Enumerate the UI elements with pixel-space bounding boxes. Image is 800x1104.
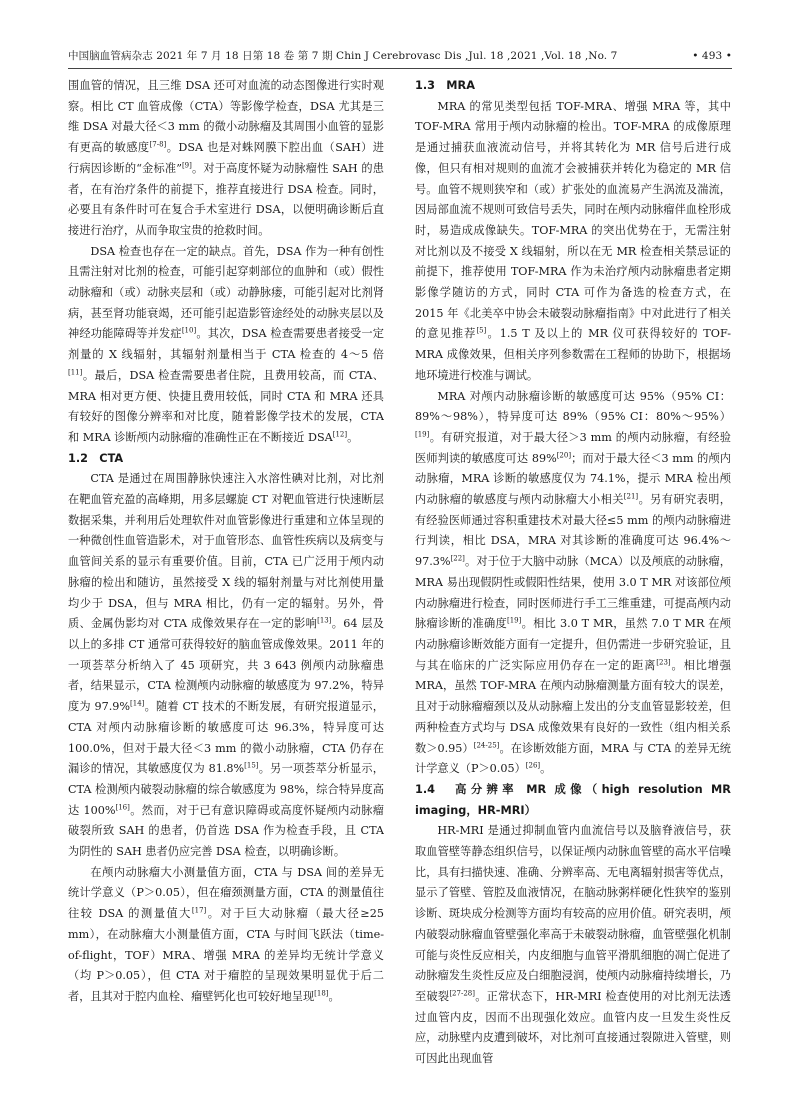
text-run: 。DSA 也是对蛛网膜下腔出血（SAH）进行病因诊断的“金标准” (68, 141, 384, 175)
text-run: 。在诊断效能方面，MRA 与 CTA 的差异无统计学意义（P＞0.05） (415, 741, 731, 776)
text-run: 。对于高度怀疑为动脉瘤性 SAH 的患者，在有治疗条件的前提下，推荐直接进行 DSA 检查。同时，必要且有条件时可在复合手术室进行 DSA，以便明确诊断后直接进行治疗，从而争取宝贵的抢救时间。 (68, 161, 384, 237)
citation-ref: [13] (317, 616, 332, 625)
body-paragraph (68, 863, 384, 1008)
text-run: 。1.5 T 及以上的 MR 仪可获得较好的 TOF-MRA 成像效果，但相关序列参数需在工程师的协助下，根据场地环境进行校准与调试。 (415, 327, 731, 382)
body-paragraph (415, 387, 731, 780)
citation-ref: [15] (244, 761, 259, 770)
citation-ref: [10] (181, 326, 197, 335)
citation-ref: [12] (332, 430, 348, 439)
citation-ref: [18] (314, 989, 329, 998)
citation-ref: [26] (525, 761, 541, 770)
text-run: CTA 是通过在周围静脉快速注入水溶性碘对比剂，对比剂在靶血管充盈的高峰期，用多层螺旋 CT 对靶血管进行快速断层数据采集，并利用后处理软件对血管影像进行重建和立体呈现的一种微创性血管造影术，对于血管形态、血管性疾病以及病变与血管间关系的显示有重要价值。目前，CTA 已广泛用于颅内动脉瘤的检出和随访，虽然接受 X 线的辐射剂量与对比剂使用量均少于 DSA，但与 MRA 相比，仍有一定的辐射。另外，骨质、金属伪影均对 CTA 成像效果存在一定的影响 (68, 472, 384, 631)
citation-ref: [16] (115, 802, 130, 811)
section-heading: 1.4 高分辨率 MR 成像（high resolution MR imaging，HR-MRI） (415, 782, 731, 817)
citation-ref: [14] (130, 699, 145, 708)
text-run: 。正常状态下，HR-MRI 检查使用的对比剂无法透过血管内皮，因而不出现强化效应。血管内皮一旦发生炎性反应，动脉壁内皮遭到破坏，对比剂可直接通过裂隙进入管壁，则可因此出现血管 (415, 989, 731, 1066)
text-run: DSA 检查也存在一定的缺点。首先，DSA 作为一种有创性且需注射对比剂的检查，可能引起穿刺部位的血肿和（或）假性动脉瘤和（或）动脉夹层和（或）动静脉瘘，可能引起对比剂肾病，甚至肾功能衰竭，还可能引起造影管途经处的动脉夹层以及神经功能障碍等并发症 (68, 244, 384, 341)
text-run: MRA 的常见类型包括 TOF-MRA、增强 MRA 等，其中 TOF-MRA 常用于颅内动脉瘤的检出。TOF-MRA 的成像原理是通过捕获血液流动信号，并将其转化为 MR 信号后进行成像，但只有相对规则的血流才会被捕获并转化为稳定的 MR 信号。血管不规则狭窄和（或）扩张处的血流易产生涡流及湍流，因局部血流不规则可致信号丢失，同时在颅内动脉瘤伴血栓形成时，易造成成像缺失。TOF-MRA 的突出优势在于，无需注射对比剂以及不接受 X 线辐射，所以在无 MR 检查相关禁忌证的前提下，推荐使用 TOF-MRA 作为未治疗颅内动脉瘤患者定期影像学随访的方式，同时 CTA 可作为备选的检查方式，在 2015 年《北美卒中协会未破裂动脉瘤指南》中对此进行了相关的意见推荐 (415, 99, 731, 341)
body-paragraph (415, 97, 731, 387)
section-heading: 1.2 CTA (68, 451, 124, 465)
citation-ref: [21] (623, 492, 639, 501)
citation-ref: [5] (476, 326, 487, 335)
citation-ref: [23] (656, 657, 671, 666)
right-column (415, 76, 731, 1092)
citation-ref: [20] (556, 450, 572, 459)
text-run: 围血管的情况，且三维 DSA 还可对血流的动态图像进行实时观察。相比 CT 血管成像（CTA）等影像学检查，DSA 尤其是三维 DSA 对最大径＜3 mm 的微小动脉瘤及其周围小血管的显影有更高的敏感度 (68, 79, 384, 155)
text-run: 。对于位于大脑中动脉（MCA）以及颅底的动脉瘤，MRA 易出现假阴性或假阳性结果，使用 3.0 T MR 对该部位颅内动脉瘤进行检查，同时医师进行手工三维重建，可提高颅内动脉瘤诊断的准确度 (415, 555, 731, 631)
text-run: 。 (347, 430, 359, 444)
citation-ref: [9] (181, 161, 192, 170)
section-heading: 1.3 MRA (415, 79, 475, 92)
citation-ref: [22] (450, 554, 465, 563)
text-run: 。随着 CT 技术的不断发展，有研究报道显示，CTA 对颅内动脉瘤诊断的敏感度可达 96.3%，特异度可达 100.0%，但对于最大径＜3 mm 的微小动脉瘤，CTA 仍存在漏诊的情况，其敏感度仅为 81.8% (68, 700, 384, 776)
citation-ref: [19] (415, 430, 430, 439)
text-run: 。其次，DSA 检查需要患者接受一定剂量的 X 线辐射，其辐射剂量相当于 CTA 检查的 4～5 倍 (68, 327, 384, 362)
text-run: MRA 对颅内动脉瘤诊断的敏感度可达 95%（95% CI：89%～98%），特异度可达 89%（95% CI：80%～95%） (415, 389, 731, 424)
text-run: 。有研究报道，对于最大径＞3 mm 的颅内动脉瘤，有经验医师判读的敏感度可达 89% (415, 430, 731, 465)
body-paragraph (415, 821, 731, 1069)
text-run: 。最后，DSA 检查需要患者住院，且费用较高，而 CTA、MRA 相对更方便、快捷且费用较低，同时 CTA 和 MRA 还具有较好的图像分辨率和对比度，随着影像学技术的发展，CTA 和 MRA 诊断颅内动脉瘤的准确性正在不断接近 DSA (68, 368, 384, 444)
citation-ref: [7-8] (149, 140, 167, 149)
citation-ref: [27-28] (449, 989, 475, 998)
text-run: HR-MRI 是通过抑制血管内血流信号以及脑脊液信号，获取血管壁等静态组织信号，以保证颅内动脉血管壁的高水平信噪比，具有扫描快速、准确、分辨率高、无电离辐射损害等优点，显示了管壁、管腔及血液情况，在脑动脉粥样硬化性狭窄的鉴别诊断、斑块成分检测等方面均有较高的应用价值。研究表明，颅内破裂动脉瘤血管壁强化率高于未破裂动脉瘤，血管壁强化机制可能与炎性反应相关，内皮细胞与血管平滑肌细胞的凋亡促进了动脉瘤发生炎性反应及白细胞浸润，使颅内动脉瘤持续增长，乃至破裂 (415, 824, 731, 1003)
text-run: 。相比增强 MRA，虽然 TOF-MRA 在颅内动脉瘤测量方面有较大的误差，且对于动脉瘤瘤颈以及从动脉瘤上发出的分支血管显影较差，但两种检查方式均与 DSA 成像效果有良好的一致性（组内相关系数＞0.95） (415, 658, 731, 755)
text-run: 。 (328, 989, 340, 1003)
text-run: 在颅内动脉瘤大小测量值方面，CTA 与 DSA 间的差异无统计学意义（P＞0.05），但在瘤颈测量方面，CTA 的测量值往往较 DSA 的测量值大 (68, 865, 384, 921)
body-paragraph (68, 76, 384, 242)
text-run: 。另有研究表明，有经验医师通过容积重建技术对最大径≤5 mm 的颅内动脉瘤进行判读，相比 DSA，MRA 对其诊断的准确度可达 96.4%～97.3% (415, 493, 731, 569)
text-run: 。对于巨大动脉瘤（最大径≥25 mm），在动脉瘤大小测量值方面，CTA 与时间飞跃法（time-of-flight，TOF）MRA、增强 MRA 的差异均无统计学意义（均 P＞0.05），但 CTA 对于瘤腔的呈现效果明显优于后二者，且其对于腔内血栓、瘤壁钙化也可较好地呈现 (68, 907, 384, 1003)
body-paragraph (68, 242, 384, 449)
text-run: ；而对于最大径＜3 mm 的颅内动脉瘤，MRA 诊断的敏感度仅为 74.1%，提示 MRA 检出颅内动脉瘤的敏感度与颅内动脉瘤大小相关 (415, 451, 731, 507)
citation-ref: [24-25] (473, 740, 500, 749)
citation-ref: [17] (191, 906, 207, 915)
text-run: 。 (540, 762, 552, 776)
body-paragraph (68, 469, 384, 862)
citation-ref: [11] (68, 368, 83, 377)
text-run: 。另一项荟萃分析显示，CTA 检测颅内破裂动脉瘤的综合敏感度为 98%，综合特异度高达 100% (68, 762, 384, 817)
journal-citation: 中国脑血管病杂志 2021 年 7 月 18 日第 18 卷 第 7 期 Chin J Cerebrovasc Dis ,Jul. 18 ,2021 ,Vol. 18 ,No. 7 (68, 50, 618, 62)
text-run: 。相比 3.0 T MR，虽然 7.0 T MR 在颅内动脉瘤诊断效能方面有一定提升，但仍需进一步研究验证，且与其在临床的广泛实际应用仍存在一定的距离 (415, 617, 731, 672)
page-number: • 493 • (692, 50, 732, 62)
running-header (68, 44, 732, 69)
left-column (68, 76, 384, 1092)
text-run: 。64 层及以上的多排 CT 通常可获得较好的脑血管成像效果。2011 年的一项荟萃分析纳入了 45 项研究，共 3 643 例颅内动脉瘤患者，结果显示，CTA 检测颅内动脉瘤的敏感度为 97.2%，特异度为 97.9% (68, 617, 384, 714)
text-run: 。然而，对于已有意识障碍或高度怀疑颅内动脉瘤破裂所致 SAH 的患者，仍首选 DSA 作为检查手段，且 CTA 为阴性的 SAH 患者仍应完善 DSA 检查，以明确诊断。 (68, 803, 384, 859)
citation-ref: [19] (506, 616, 522, 625)
